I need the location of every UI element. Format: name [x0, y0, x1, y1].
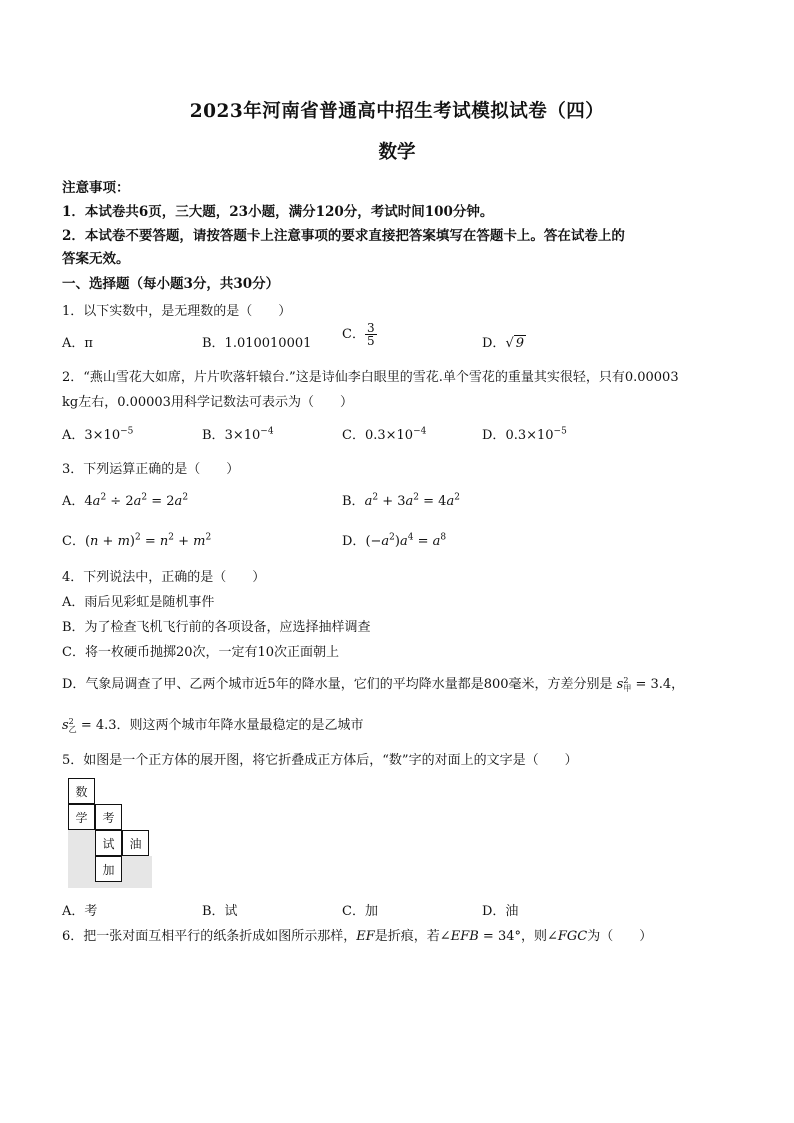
net-cell: 数 [68, 778, 95, 804]
q5-stem: 5．如图是一个正方体的展开图，将它折叠成正方体后，“数”字的对面上的文字是（ ） [62, 753, 578, 768]
q4-stem: 4．下列说法中，正确的是（ ） [62, 570, 266, 585]
q5-option-b: B．试 [202, 904, 238, 919]
q4-option-a: A．雨后见彩虹是随机事件 [62, 595, 215, 610]
fraction: $\frac{3}{5}$ [366, 321, 375, 348]
q2-option-c: C．$0.3\times 10^{-4}$ [342, 426, 427, 443]
q4-option-b: B．为了检查飞机飞行前的各项设备，应选择抽样调查 [62, 620, 371, 635]
net-cell: 油 [122, 830, 149, 856]
q2-stem-line1: 2．“燕山雪花大如席，片片吹落轩辕台.”这是诗仙李白眼里的雪花.单个雪花的重量其实很轻，只有0.00003 [62, 370, 679, 385]
q4-option-c: C．将一枚硬币抛掷20次，一定有10次正面朝上 [62, 645, 340, 660]
q1-option-b: B．1.010010001 [202, 336, 312, 351]
q4-option-d-line2: s 2 乙 = 4.3．则这两个城市年降水量最稳定的是乙城市 [62, 717, 364, 734]
q3-option-d: D．$(-a^2)a^4 = a^8$ [342, 532, 447, 549]
figure-shadow [68, 830, 96, 888]
notice-heading: 注意事项： [62, 180, 130, 196]
q2-option-a: A．$3\times 10^{-5}$ [62, 426, 134, 443]
net-cell: 加 [95, 856, 122, 882]
q1-option-d: D．√ 9 [482, 336, 525, 351]
net-cell: 学 [68, 804, 95, 830]
exam-title: 2023年河南省普通高中招生考试模拟试卷（四） [189, 101, 605, 122]
q3-option-a: A．$4a^2 \div 2a^2 = 2a^2$ [62, 492, 189, 509]
q6-stem: 6．把一张对面互相平行的纸条折成如图所示那样，EF是折痕，若∠EFB = 34°，则∠FGC为（ ） [62, 929, 653, 944]
q5-option-c: C．加 [342, 904, 378, 919]
q3-option-b: B．$a^2 + 3a^2 = 4a^2$ [342, 492, 460, 509]
q1-option-c: C． $\frac{3}{5}$ [342, 321, 375, 348]
q2-option-b: B．$3\times 10^{-4}$ [202, 426, 274, 443]
q2-option-d: D．$0.3\times 10^{-5}$ [482, 426, 567, 443]
notice-item-1: 1．本试卷共6页，三大题，23小题，满分120分，考试时间100分钟。 [62, 204, 494, 220]
net-cell: 考 [95, 804, 122, 830]
q5-option-d: D．油 [482, 904, 519, 919]
section-heading: 一、选择题（每小题3分，共30分） [62, 276, 280, 292]
q5-option-a: A．考 [62, 904, 98, 919]
q3-option-c: C．$(n + m)^2 = n^2 + m^2$ [62, 532, 212, 549]
q3-stem: 3．下列运算正确的是（ ） [62, 462, 240, 477]
notice-item-2-cont: 答案无效。 [62, 251, 130, 267]
sqrt-symbol: √ 9 [505, 336, 525, 351]
notice-item-2: 2．本试卷不要答题，请按答题卡上注意事项的要求直接把答案填写在答题卡上。答在试卷上的 [62, 228, 625, 244]
q1-stem: 1．以下实数中，是无理数的是（ ） [62, 304, 292, 319]
q4-option-d-line1: D．气象局调查了甲、乙两个城市近5年的降水量，它们的平均降水量都是800毫米，方差分别是 s 2 甲 = 3.4， [62, 676, 685, 693]
q2-stem-line2: kg左右，0.00003用科学记数法可表示为（ ） [62, 395, 353, 410]
net-cell: 试 [95, 830, 122, 856]
cube-net-figure [68, 778, 158, 888]
q1-option-a: A．π [62, 336, 93, 351]
subject-title: 数学 [378, 142, 416, 163]
